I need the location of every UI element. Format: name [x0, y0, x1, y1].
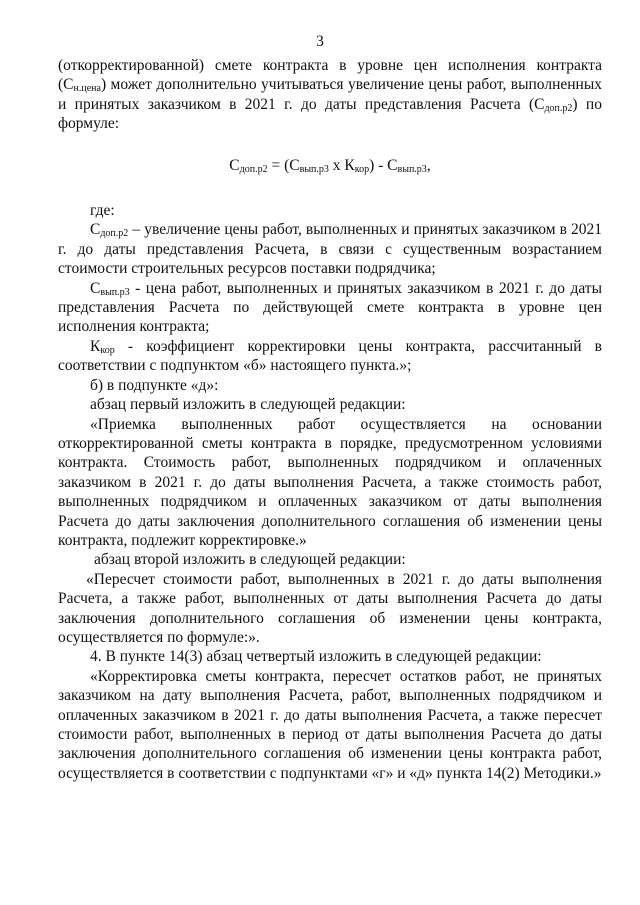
definition-c-vyp	[58, 279, 602, 337]
formula-text-3: ) - С	[369, 156, 398, 174]
intro-text-2: ) может дополнительно учитываться увеличение цены работ, выполненных и принятых заказчиком в 2021 г. до даты представления Расчета (С	[58, 76, 602, 113]
intro-sub-2: доп.р2	[544, 102, 573, 114]
def2-sub: вып.р3	[100, 286, 130, 298]
paragraph-1-quote: «Приемка выполненных работ осуществляется на основании откорректированной сметы контракта в порядке, предусмотренном условиями контракта. Стоимость работ, выполненных подрядчиком и оплаченных заказчиком в 2021 г. до даты выполнения Расчета, а также стоимость работ, выполненных подрядчиком и оплаченных заказчиком от даты выполнения Расчета до даты заключения дополнительного соглашения об изменении цены контракта, подлежит корректировке.»	[58, 415, 602, 549]
item-4-quote: «Корректировка сметы контракта, пересчет остатков работ, не принятых заказчиком на дату выполнения Расчета, работ, выполненных подрядчиком и оплаченных заказчиком в 2021 г. до даты выполнения Расчета, а также пересчет стоимости работ, выполненных в период от даты выполнения Расчета до даты заключения дополнительного соглашения об изменении цены контракта работ, осуществляется в соответствии с подпунктами «г» и «д» пункта 14(2) Методики.»	[58, 667, 602, 782]
def2-text: - цена работ, выполненных и принятых заказчиком в 2021 г. до даты представления Расчета по действующей смете контракта в уровне цен исполнения контракта;	[58, 279, 602, 336]
subitem-b: б) в подпункте «д»:	[90, 376, 219, 394]
def3-sub: кор	[100, 344, 115, 356]
def1-symbol: С	[90, 221, 101, 239]
def3-symbol: К	[90, 337, 101, 355]
formula-text-2: х К	[328, 156, 355, 174]
paragraph-2-quote: «Пересчет стоимости работ, выполненных в 2021 г. до даты выполнения Расчета, а также работ, выполненных от даты выполнения Расчета до даты заключения дополнительного соглашения об изменении цены контракта, осуществляется по формуле:».	[58, 570, 602, 646]
def1-text: – увеличение цены работ, выполненных и принятых заказчиком в 2021 г. до даты представления Расчета, в связи с существенным возрастанием стоимости строительных ресурсов поставки подрядчика;	[58, 221, 602, 278]
intro-sub-1: н.цена	[73, 83, 101, 95]
document-body	[58, 56, 602, 783]
paragraph-2-intro: абзац второй изложить в следующей редакции:	[94, 551, 406, 569]
intro-text-3: ) по формуле:	[58, 95, 602, 133]
formula-sub-2: вып.р3	[299, 163, 329, 175]
formula-text-1: = (С	[267, 156, 300, 174]
def1-sub: доп.р2	[100, 228, 129, 240]
formula-sub-1: доп.р2	[239, 163, 268, 175]
intro-paragraph	[58, 56, 602, 134]
formula-sub-3: кор	[354, 163, 370, 175]
definition-k-kor	[58, 337, 602, 376]
item-4: 4. В пункте 14(3) абзац четвертый изложить в следующей редакции:	[90, 648, 542, 666]
page-number: 3	[316, 33, 324, 50]
intro-text-1: (откорректированной) смете контракта в уровне цен исполнения контракта (С	[58, 57, 602, 94]
formula-sub-4: вып.р3	[397, 163, 427, 175]
formula-text-4: ,	[426, 156, 431, 174]
formula-c: С	[229, 156, 240, 174]
definition-c-dop	[58, 220, 602, 278]
formula	[58, 156, 602, 175]
def2-symbol: С	[90, 279, 101, 297]
def3-text: - коэффициент корректировки цены контракта, рассчитанный в соответствии с подпунктом «б» настоящего пункта.»;	[58, 337, 602, 375]
where-label: где:	[90, 202, 115, 220]
paragraph-1-intro: абзац первый изложить в следующей редакции:	[90, 396, 406, 414]
